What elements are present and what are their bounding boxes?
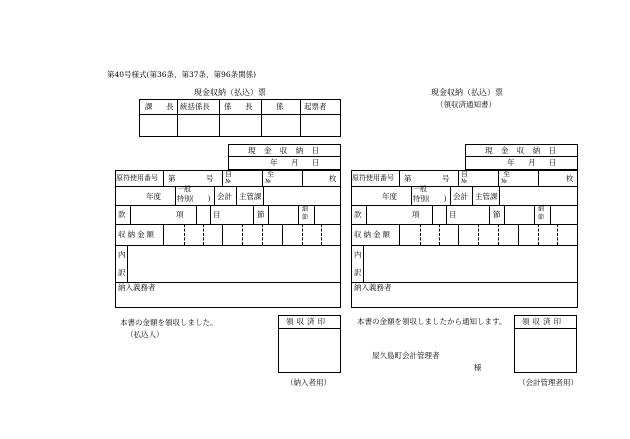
left-date-ymd: 年 月 日 [270, 158, 323, 167]
left-shukanka: 主管課 [239, 192, 262, 201]
right-saisetsu: 細節 [538, 206, 545, 221]
right-message-line1: 本書の金額を領収しましたから通知します。 [357, 317, 507, 326]
left-no1: № [225, 178, 231, 185]
left-moku: 目 [213, 210, 221, 219]
right-date-title: 現 金 収 納 日 [485, 146, 560, 155]
right-sama: 様 [474, 363, 482, 372]
right-moku: 目 [449, 210, 457, 219]
right-subtitle: （領収済通知書） [436, 100, 496, 109]
right-manager: 屋久島町会計管理者 [372, 351, 440, 360]
left-payer: 納入義務者 [118, 283, 156, 292]
right-shukanka: 主管課 [475, 192, 498, 201]
left-date-title: 現 金 収 納 日 [248, 146, 323, 155]
right-go: 号 [442, 174, 450, 183]
right-setsu: 節 [493, 210, 501, 219]
approval-kakaricho: 係 長 [224, 102, 256, 111]
left-dai: 第 [168, 174, 176, 183]
left-saisetsu: 細節 [302, 206, 309, 221]
left-tokubetsu: 特別( ) [177, 195, 211, 203]
left-nendo: 年度 [146, 192, 161, 201]
right-shi: 至 [503, 170, 510, 178]
left-message: 本書の金額を領収しました。 [120, 318, 218, 327]
right-amount-label: 収納金額 [354, 230, 392, 239]
right-kan: 款 [354, 210, 362, 219]
right-title: 現金収納（払込）票 [431, 88, 503, 97]
right-copy-label: （会計管理者用） [518, 378, 578, 387]
left-no2: № [265, 178, 271, 185]
left-setsu: 節 [257, 210, 265, 219]
left-shi: 至 [267, 170, 274, 178]
left-permit-label: 原符使用番号 [116, 174, 158, 182]
form-title: 第40号様式(第36条、第37条、第96条関係) [107, 70, 257, 79]
left-title: 現金収納（払込）票 [194, 88, 266, 97]
right-permit-label: 原符使用番号 [352, 174, 394, 182]
approval-kakari: 係 [276, 102, 284, 111]
approval-tokatsu: 統括係長 [180, 102, 210, 111]
left-mai: 枚 [329, 174, 337, 183]
left-payer-sub: （払込人） [126, 330, 164, 339]
right-kou: 項 [412, 210, 420, 219]
left-stamp-label: 領収済印 [286, 317, 328, 326]
right-payer: 納入義務者 [354, 283, 392, 292]
left-amount-label: 収納金額 [118, 230, 156, 239]
right-mai: 枚 [566, 174, 574, 183]
right-stamp-label: 領収済印 [522, 317, 564, 326]
right-kaikei: 会計 [453, 192, 468, 201]
right-ji: 自 [461, 170, 468, 178]
left-go: 号 [206, 174, 214, 183]
right-dai: 第 [404, 174, 412, 183]
left-uchi: 内 [118, 250, 126, 259]
right-wake: 訳 [354, 268, 362, 277]
right-date-ymd: 年 月 日 [507, 158, 560, 167]
right-uchi: 内 [354, 250, 362, 259]
left-kan: 款 [118, 210, 126, 219]
left-kou: 項 [176, 210, 184, 219]
left-ji: 自 [225, 170, 232, 178]
approval-kihyosha: 起票者 [304, 102, 327, 111]
left-copy-label: （納入者用） [286, 378, 331, 387]
right-no1: № [461, 178, 467, 185]
left-kaikei: 会計 [217, 192, 232, 201]
right-no2: № [501, 178, 507, 185]
right-nendo: 年度 [382, 192, 397, 201]
right-ippan: 一般 [413, 185, 427, 193]
right-tokubetsu: 特別( ) [413, 195, 447, 203]
approval-kacho: 課 長 [145, 102, 177, 111]
left-ippan: 一般 [177, 185, 191, 193]
left-wake: 訳 [118, 268, 126, 277]
